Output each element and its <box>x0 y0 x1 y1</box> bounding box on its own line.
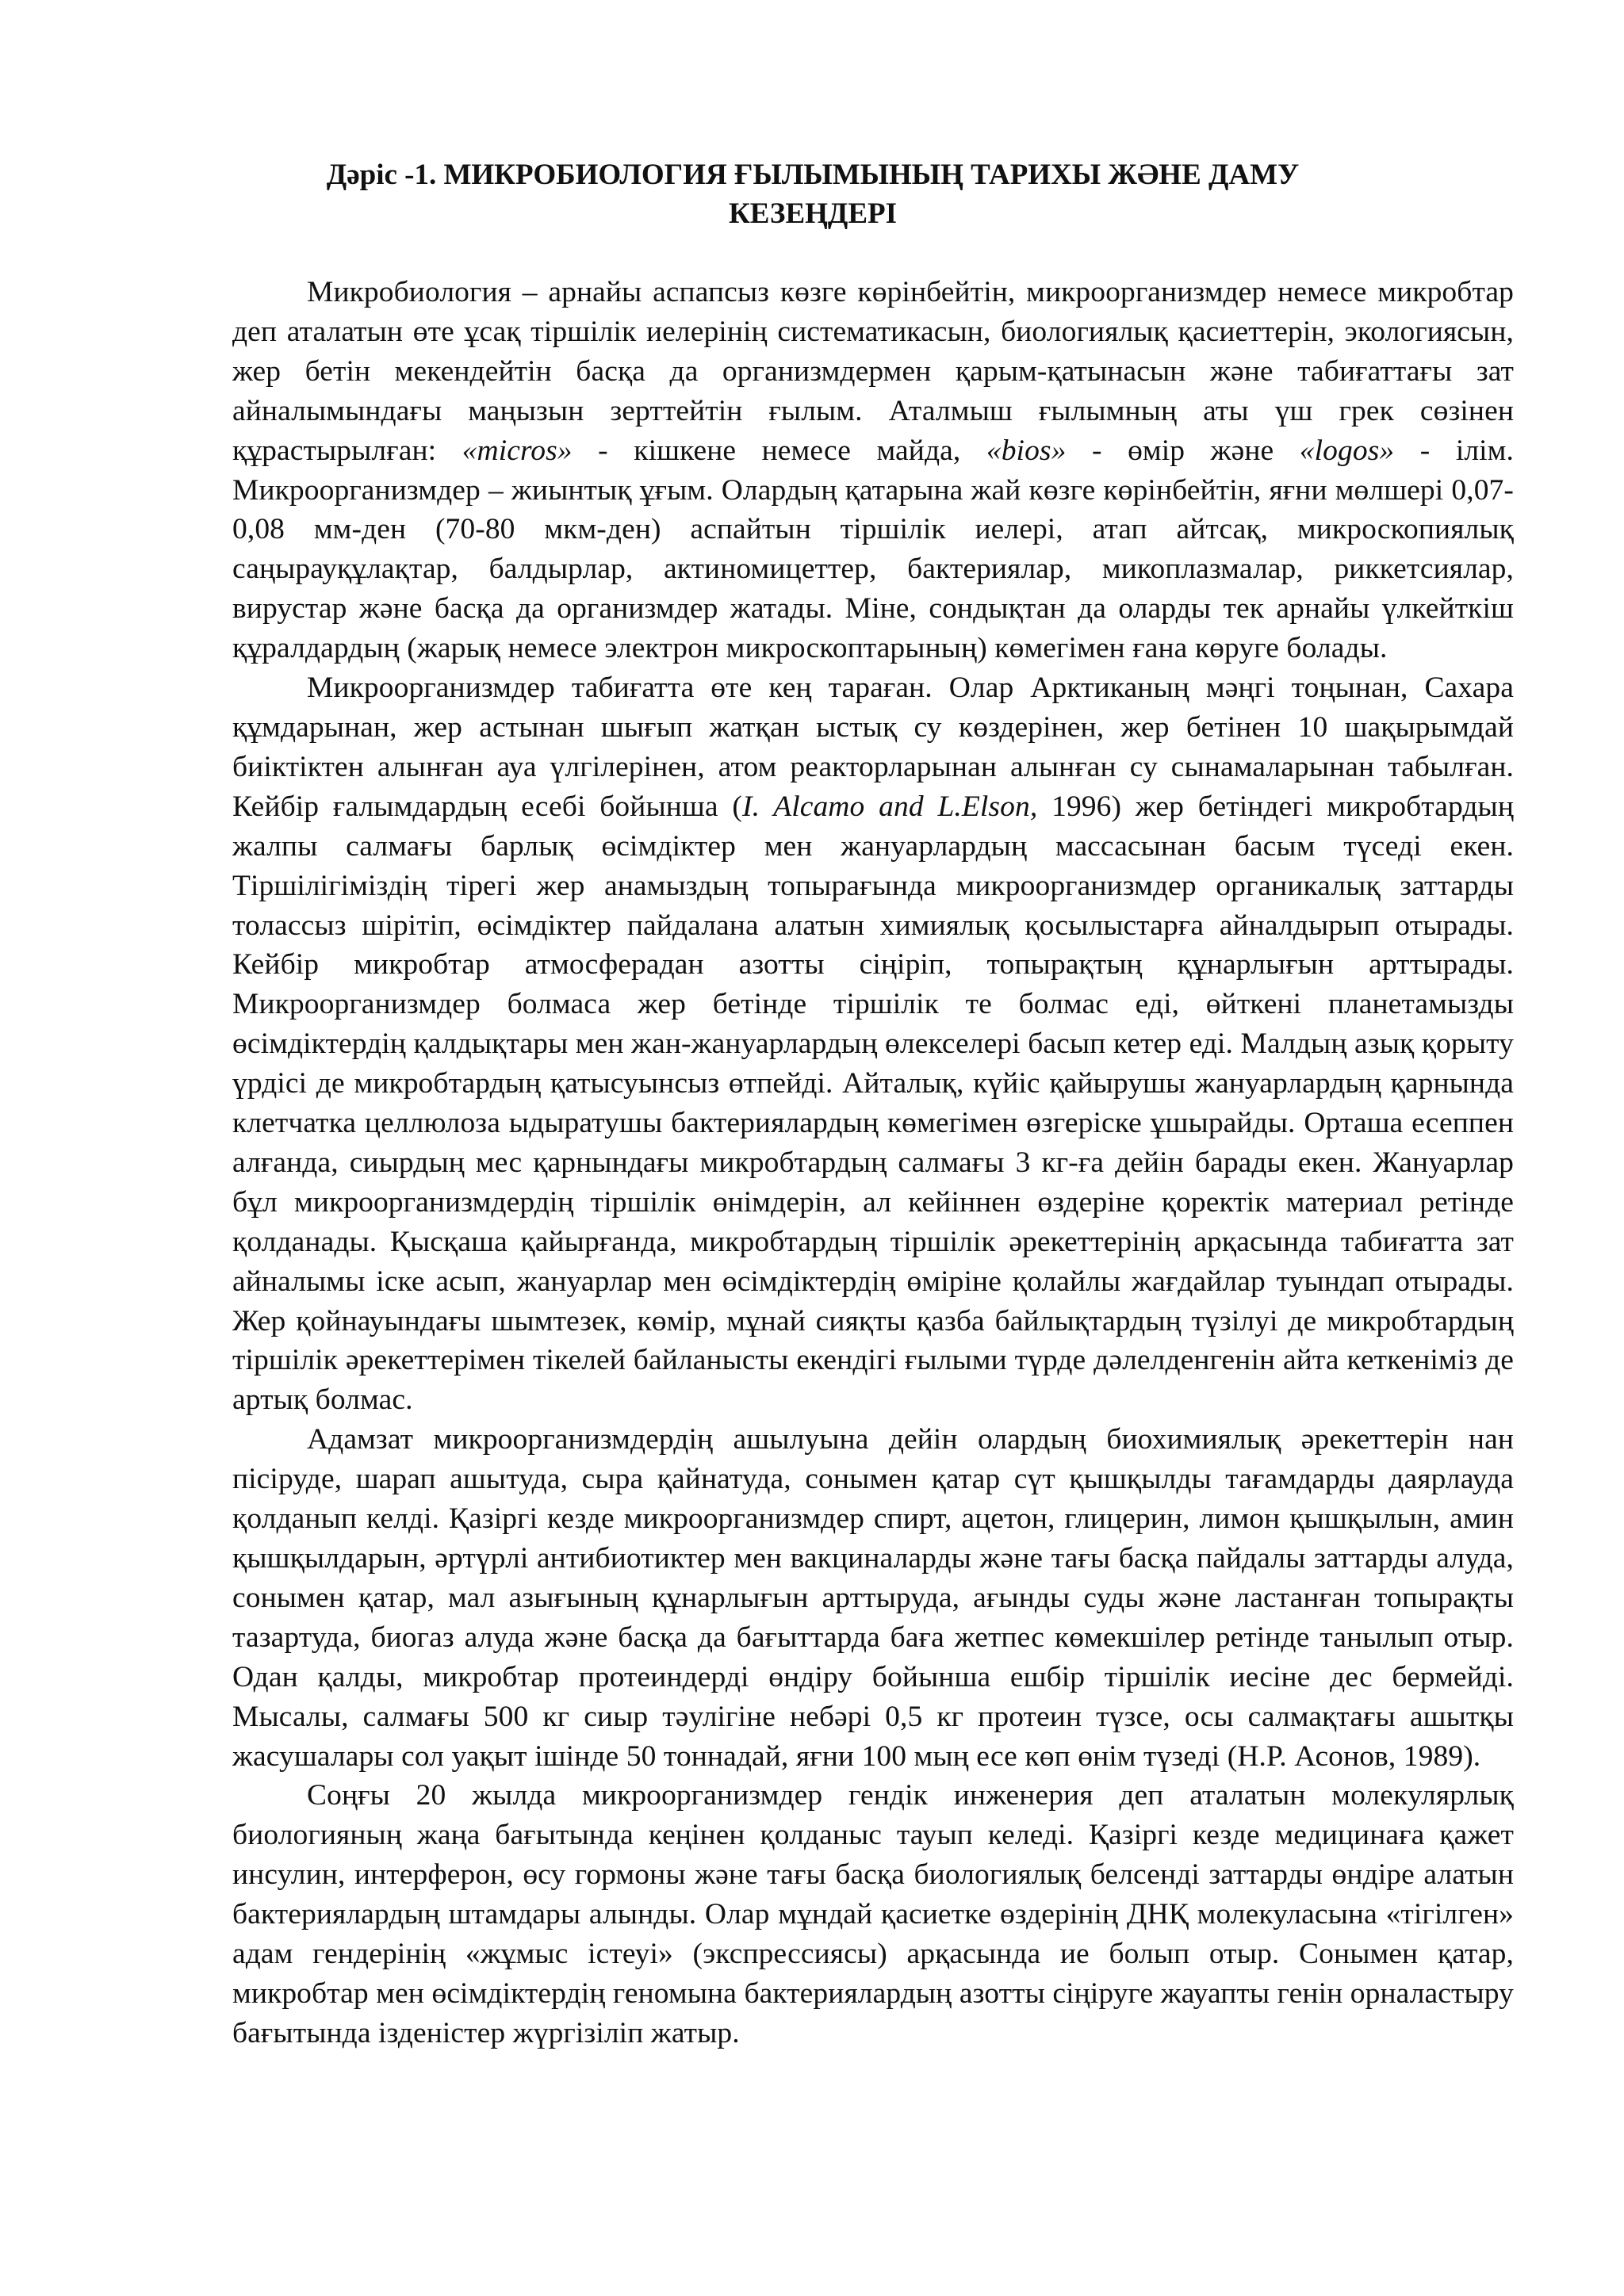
paragraph-2-part-b: 1996) жер бетіндегі микробтардың жалпы салмағы барлық өсімдіктер мен жануарлардың массасынан басым түседі екен. Тіршілігіміздің тірегі жер анамыздың топырағында микроорганизмдер органикалық заттарды толассыз шірітіп, өсімдіктер пайдалана алатын химиялық қосылыстарға айналдырып отырады. Кейбір микробтар атмосферадан азотты сіңіріп, топырақтың құнарлығын арттырады. Микроорганизмдер болмаса жер бетінде тіршілік те болмас еді, өйткені планетамызды өсімдіктердің қалдықтары мен жан-жануарлардың өлекселері басып кетер еді. Малдың азық қорыту үрдісі де микробтардың қатысуынсыз өтпейді. Айталық, күйіс қайырушы жануарлардың қарнында клетчатка целлюлоза ыдыратушы бактериялардың көмегімен өзгеріске ұшырайды. Орташа есеппен алғанда, сиырдың мес қарнындағы микробтардың салмағы 3 кг-ға дейін барады екен. Жануарлар бұл микроорганизмдердің тіршілік өнімдерін, ал кейіннен өздеріне қоректік материал ретінде қолданады. Қысқаша қайырғанда, микробтардың тіршілік әрекеттерінің арқасында табиғатта зат айналымы іске асып, жануарлар мен өсімдіктердің өміріне қолайлы жағдайлар туындап отырады. Жер қойнауындағы шымтезек, көмір, мұнай сияқты қазба байлықтардың түзілуі де микробтардың тіршілік әрекеттерімен тікелей байланысты екендігі ғылыми түрде дәлелденгенін айта кеткеніміз де артық болмас. <box>232 790 1514 1417</box>
title-line-1: Дәріс -1. МИКРОБИОЛОГИЯ ҒЫЛЫМЫНЫҢ ТАРИХЫ ЖӘНЕ ДАМУ <box>326 159 1300 191</box>
paragraph-1-part-d: - ілім. Микроорганизмдер – жиынтық ұғым. Олардың қатарына жай көзге көрінбейтін, яғни мөлшері 0,07-0,08 мм-ден (70-80 мкм-ден) аспайтын тіршілік иелері, атап айтсақ, микроскопиялық саңырауқұлақтар, балдырлар, актиномицеттер, бактериялар, микоплазмалар, риккетсиялар, вирустар және басқа да организмдер жатады. Міне, сондықтан да оларды тек арнайы үлкейткіш құралдардың (жарық немесе электрон микроскоптарының) көмегімен ғана көруге болады. <box>232 434 1514 665</box>
paragraph-2-part-a: Микроорганизмдер табиғатта өте кең тараған. Олар Арктиканың мәңгі тоңынан, Сахара құмдарынан, жер астынан шығып жатқан ыстық су көздерінен, жер бетінен 10 шақырымдай биіктіктен алынған ауа үлгілерінен, атом реакторларынан алынған су сынамаларынан табылған. Кейбір ғалымдардың есебі бойынша ( <box>232 672 1514 823</box>
body-text <box>232 273 1514 2053</box>
paragraph-1-part-b: - кішкене немесе майда, <box>572 434 986 467</box>
term-bios: «bios» <box>986 434 1067 467</box>
paragraph-1-part-a: Микробиология – арнайы аспапсыз көзге көрінбейтін, микроорганизмдер немесе микробтар деп аталатын өте ұсақ тіршілік иелерінің систематикасын, биологиялық қасиеттерін, экологиясын, жер бетін мекендейтін басқа да организмдермен қарым-қатынасын және табиғаттағы зат айналымындағы маңызын зерттейтін ғылым. Аталмыш ғылымның аты үш грек сөзінен құрастырылған: <box>232 276 1514 467</box>
paragraph-3: Адамзат микроорганизмдердің ашылуына дейін олардың биохимиялық әрекеттерін нан пісіруде, шарап ашытуда, сыра қайнатуда, сонымен қатар сүт қышқылды тағамдарды даярлауда қолданып келді. Қазіргі кезде микроорганизмдер спирт, ацетон, глицерин, лимон қышқылын, амин қышқылдарын, әртүрлі антибиотиктер мен вакциналарды және тағы басқа пайдалы заттарды алуда, сонымен қатар, мал азығының құнарлығын арттыруда, ағынды суды және ластанған топырақты тазартуда, биогаз алуда және басқа да бағыттарда баға жетпес көмекшілер ретінде танылып отыр. Одан қалды, микробтар протеиндерді өндіру бойынша ешбір тіршілік иесіне дес бермейді. Мысалы, салмағы 500 кг сиыр тәулігіне небәрі 0,5 кг протеин түзсе, осы салмақтағы ашытқы жасушалары сол уақыт ішінде 50 тоннадай, яғни 100 мың есе көп өнім түзеді (Н.Р. Асонов, 1989). <box>232 1423 1514 1773</box>
term-micros: «micros» <box>462 434 573 467</box>
page-title <box>230 155 1396 233</box>
paragraph-4: Соңғы 20 жылда микроорганизмдер гендік инженерия деп аталатын молекулярлық биологияның жаңа бағытында кеңінен қолданыс тауып келеді. Қазіргі кезде медицинаға қажет инсулин, интерферон, өсу гормоны және тағы басқа биологиялық белсенді заттарды өндіре алатын бактериялардың штамдары алынды. Олар мұндай қасиетке өздерінің ДНҚ молекуласына «тігілген» адам гендерінің «жұмыс істеуі» (экспрессиясы) арқасында ие болып отыр. Сонымен қатар, микробтар мен өсімдіктердің геномына бактериялардың азотты сіңіруге жауапты генін орналастыру бағытында ізденістер жүргізіліп жатыр. <box>232 1779 1514 2049</box>
paragraph-2 <box>232 668 1514 1420</box>
term-logos: «logos» <box>1299 434 1395 467</box>
title-line-2: КЕЗЕҢДЕРІ <box>728 197 898 230</box>
paragraph-1-part-c: - өмір және <box>1066 434 1300 467</box>
citation-alcamo-elson: I. Alcamo and L.Elson, <box>742 790 1038 823</box>
paragraph-1 <box>232 273 1514 668</box>
